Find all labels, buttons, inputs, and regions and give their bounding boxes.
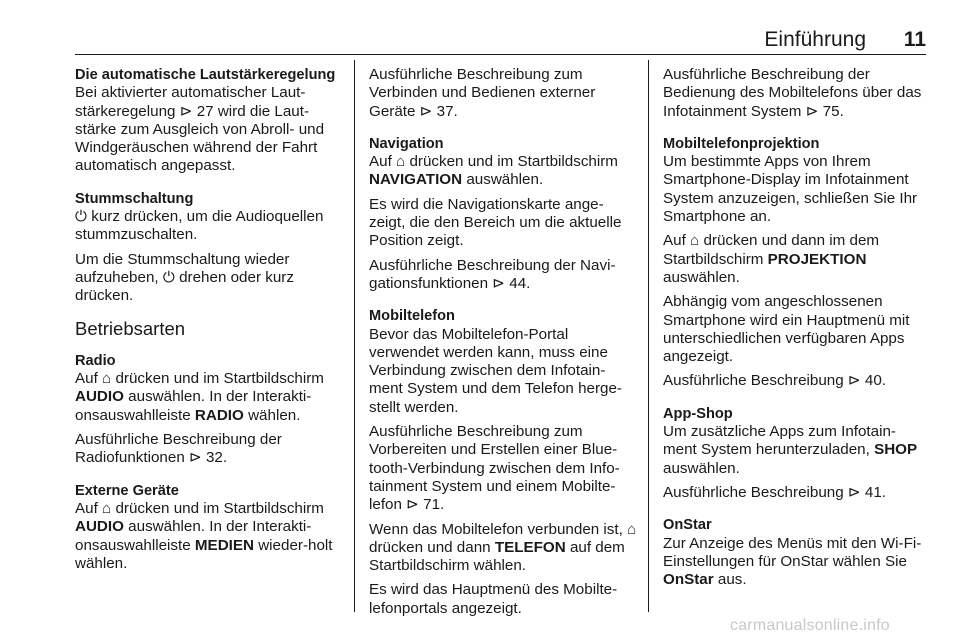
subheading: Die automatische Lautstärkeregelung [75,67,336,83]
paragraph: Ausführliche Beschreibung zum Verbinden und Bedienen externer Geräte ⊳ 37. [369,66,596,120]
home-icon: ⌂ [102,370,112,388]
subheading: Mobiltelefonprojektion [663,135,820,152]
subheading: Mobiltelefon [369,308,455,325]
paragraph: Ausführliche Beschreibung der Bedienung des Mobiltelefons über das Infotainment System ⊳ 75. [663,66,922,120]
page-number: 11 [903,28,926,51]
paragraph: Bevor das Mobiltelefon-Portal verwendet werden kann, muss eine Verbindung zwischen dem Infotain-ment System und dem Telefon herge-stellt werden. [369,325,622,416]
paragraph: Ausführliche Beschreibung ⊳ 40. [663,372,887,390]
column-divider [648,60,649,612]
subheading: Navigation [369,135,444,152]
column-divider [354,60,355,612]
arrow-ref-icon: ⊳ [847,372,861,390]
section-heading: Betriebsarten [75,317,186,339]
paragraph: Bei aktivierter automatischer Laut-stärkeregelung ⊳ 27 wird die Laut-stärke zum Ausgleich von Abroll- und Windgeräuschen während der Fahrt automatisch angepasst. [75,84,325,175]
arrow-ref-icon: ⊳ [179,102,193,120]
arrow-ref-icon: ⊳ [189,449,202,467]
subheading: Stummschaltung [75,190,194,207]
paragraph: Ausführliche Beschreibung zum Vorbereiten und Erstellen einer Blue-tooth-Verbindung zwischen dem Info-tainment System und einem Mobilte-lefon ⊳ 71. [369,423,620,514]
paragraph: Auf ⌂ drücken und im Startbildschirm NAVIGATION auswählen. [369,153,618,189]
power-icon: ⏻ [75,208,88,226]
paragraph: Es wird die Navigationskarte ange-zeigt, die den Bereich um die aktuelle Position zeigt. [369,195,622,250]
subheading: Radio [75,352,116,369]
subheading: OnStar [663,517,712,534]
paragraph: Wenn das Mobiltelefon verbunden ist, ⌂ drücken und dann TELEFON auf dem Startbildschirm wählen. [369,520,637,575]
column-2 [369,66,637,624]
home-icon: ⌂ [627,520,637,538]
arrow-ref-icon: ⊳ [492,274,506,292]
subheading: App-Shop [663,405,733,422]
home-icon: ⌂ [102,499,112,517]
paragraph: Um bestimmte Apps von Ihrem Smartphone-Display im Infotainment System anzuzeigen, schließen Sie Ihr Smartphone an. [663,153,918,226]
subheading: Externe Geräte [75,482,179,499]
paragraph: Auf ⌂ drücken und im Startbildschirm AUDIO auswählen. In der Interakti-onsauswahlleiste RADIO wählen. [75,370,324,424]
paragraph: ⏻ kurz drücken, um die Audioquellen stummzuschalten. [75,208,324,244]
paragraph: Um die Stummschaltung wieder aufzuheben, ⏻ drehen oder kurz drücken. [75,250,294,305]
paragraph: Abhängig vom angeschlossenen Smartphone wird ein Hauptmenü mit unterschiedlichen verfügbaren Apps angezeigt. [663,293,910,366]
paragraph: Ausführliche Beschreibung der Radiofunktionen ⊳ 32. [75,431,282,467]
header-title: Einführung [764,28,866,51]
arrow-ref-icon: ⊳ [805,102,819,120]
paragraph: Ausführliche Beschreibung ⊳ 41. [663,483,887,501]
watermark: carmanualsonline.info [730,617,890,634]
column-3 [663,66,925,595]
paragraph: Auf ⌂ drücken und im Startbildschirm AUDIO auswählen. In der Interakti-onsauswahlleiste MEDIEN wieder-holt wählen. [75,499,333,572]
paragraph: Ausführliche Beschreibung der Navi-gationsfunktionen ⊳ 44. [369,256,616,292]
home-icon: ⌂ [396,153,406,171]
paragraph: Zur Anzeige des Menüs mit den Wi-Fi-Einstellungen für OnStar wählen Sie OnStar aus. [663,534,922,589]
arrow-ref-icon: ⊳ [847,483,861,501]
arrow-ref-icon: ⊳ [406,496,419,514]
paragraph: Auf ⌂ drücken und dann im dem Startbildschirm PROJEKTION auswählen. [663,232,880,286]
paragraph: Um zusätzliche Apps zum Infotain-ment System herunterzuladen, SHOP auswählen. [663,423,918,477]
arrow-ref-icon: ⊳ [419,102,433,120]
power-icon: ⏻ [162,268,175,286]
page-header [75,28,926,55]
column-1 [75,66,343,579]
home-icon: ⌂ [690,232,700,250]
paragraph: Es wird das Hauptmenü des Mobilte-lefonportals angezeigt. [369,581,618,617]
